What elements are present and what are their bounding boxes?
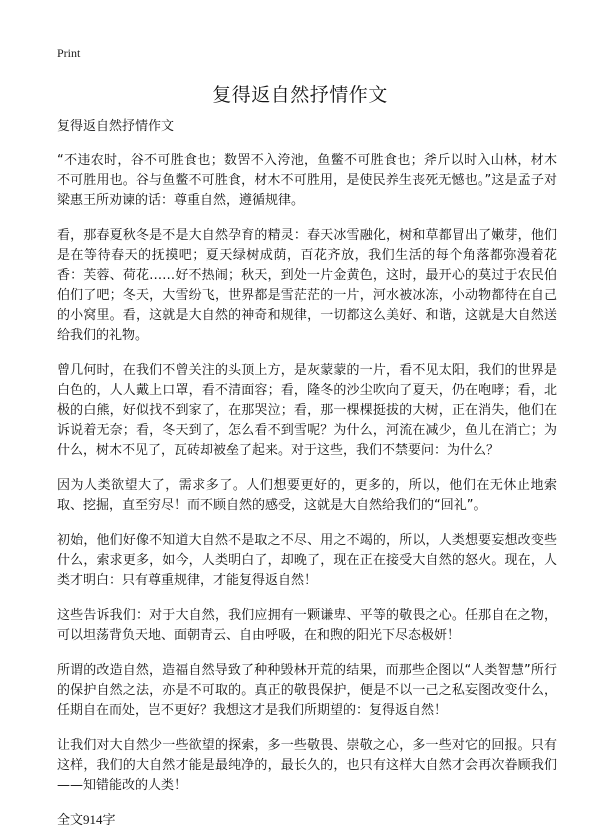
word-count-number: 914 bbox=[83, 812, 103, 827]
word-count-suffix: 字 bbox=[102, 813, 116, 828]
paragraph: 看，那春夏秋冬是不是大自然孕育的精灵：春天冰雪融化，树和草都冒出了嫩芽，他们是在等待春天的抚摸吧；夏天绿树成荫，百花齐放，我们生活的每个角落都弥漫着花香：芙蓉、荷花……好不热闹；秋天，到处一片金黄色，这时，最开心的莫过于农民伯伯们了吧；冬天，大雪纷飞，世界都是雪茫茫的一片，河水被冰冻，小动物都待在自己的小窝里。看，这就是大自然的神奇和规律，一切都这么美好、和谐，这就是大自然送给我们的礼物。 bbox=[57, 228, 557, 343]
paragraph: 因为人类欲望大了，需求多了。人们想要更好的，更多的，所以，他们在无休止地索取、挖掘，直至穷尽！而不顾自然的感受，这就是大自然给我们的“回礼”。 bbox=[57, 478, 557, 513]
word-count-prefix: 全文 bbox=[57, 813, 84, 828]
article-body bbox=[57, 118, 557, 829]
paragraph: “不违农时，谷不可胜食也；数罟不入洿池，鱼鳖不可胜食也；斧斤以时入山林，材木不可胜用也。谷与鱼鳖不可胜食，材木不可胜用，是使民养生丧死无憾也。”这是孟子对梁惠王所劝谏的话：尊重自然，遵循规律。 bbox=[57, 153, 557, 208]
paragraph: 这些告诉我们：对于大自然，我们应拥有一颗谦卑、平等的敬畏之心。任那自在之物，可以坦荡背负天地、面朝青云、自由呼吸，在和煦的阳光下尽态极妍！ bbox=[57, 608, 557, 643]
paragraph: 曾几何时，在我们不曾关注的头顶上方，是灰蒙蒙的一片，看不见太阳，我们的世界是白色的，人人戴上口罩，看不清面容；看，隆冬的沙尘吹向了夏天，仍在咆哮；看，北极的白熊，好似找不到家了，在那哭泣；看，那一棵棵挺拔的大树，正在消失，他们在诉说着无奈；看，冬天到了，怎么看不到雪呢？为什么，河流在减少，鱼儿在消亡；为什么，树木不见了，瓦砖却被垒了起来。对于这些，我们不禁要问：为什么？ bbox=[57, 363, 557, 458]
paragraph: 让我们对大自然少一些欲望的探索，多一些敬畏、崇敬之心，多一些对它的回报。只有这样，我们的大自然才能是最纯净的，最长久的，也只有这样大自然才会再次眷顾我们——知错能改的人类！ bbox=[57, 738, 557, 793]
print-link[interactable]: Print bbox=[57, 46, 81, 60]
word-count bbox=[57, 811, 557, 829]
article-subtitle: 复得返自然抒情作文 bbox=[57, 119, 175, 134]
page-title: 复得返自然抒情作文 bbox=[212, 84, 388, 106]
paragraph: 所谓的改造自然，造福自然导致了种种毁林开荒的结果，而那些企图以“人类智慧”所行的保护自然之法，亦是不可取的。真正的敬畏保护，便是不以一己之私妄图改变什么，任期自在而处，岂不更好？我想这才是我们所期望的：复得返自然！ bbox=[57, 663, 557, 718]
paragraph: 初始，他们好像不知道大自然不是取之不尽、用之不竭的，所以，人类想要妄想改变些什么，索求更多，如今，人类明白了，却晚了，现在正在接受大自然的怒火。现在，人类才明白：只有尊重规律，才能复得返自然！ bbox=[57, 533, 557, 588]
